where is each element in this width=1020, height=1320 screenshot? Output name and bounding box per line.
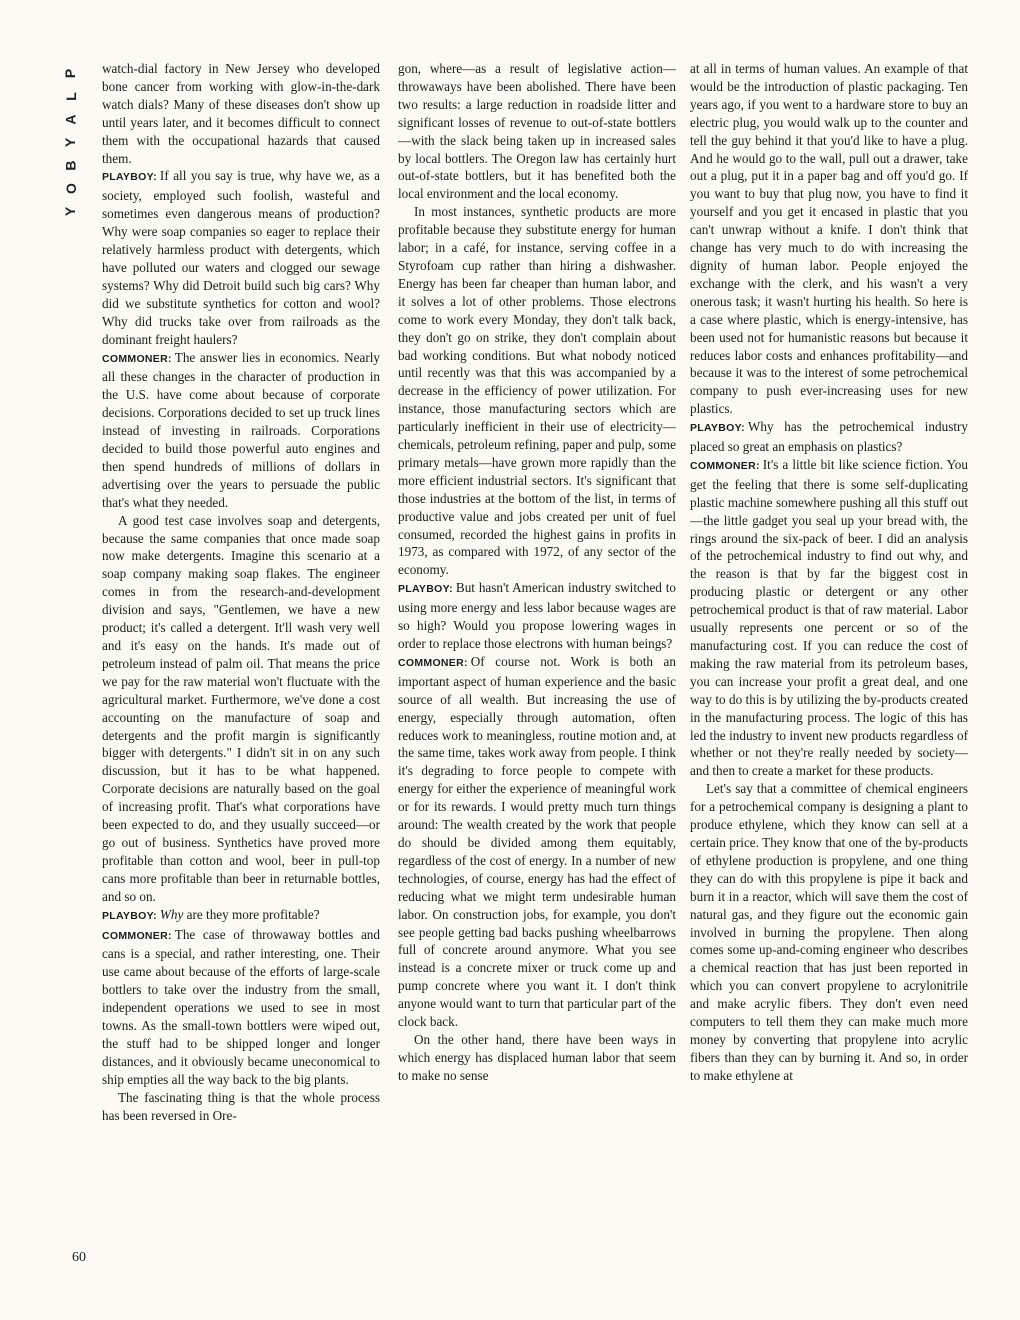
paragraph-text: But hasn't American industry switched to using more energy and less labor because wages are so high? Would you propose lowering wages in order to replace those electrons with human beings? <box>398 580 676 651</box>
paragraph <box>102 349 380 512</box>
emphasis-text: Why <box>159 906 184 922</box>
paragraph <box>690 780 968 1084</box>
speaker-label: COMMONER: <box>102 929 172 942</box>
paragraph <box>102 167 380 348</box>
paragraph <box>102 926 380 1089</box>
paragraph <box>398 60 676 203</box>
speaker-label: PLAYBOY: <box>102 171 157 184</box>
text-column-1 <box>102 60 380 1275</box>
speaker-label: PLAYBOY: <box>102 909 157 922</box>
paragraph-text: It's a little bit like science fiction. You get the feeling that there is some self-duplicating plastic machine somewhere pushing all this stuff out—the little gadget you seal up your bread with, the rings around the six-pack of beer. I did an analysis of the petrochemical industry to find out why, and the reason is that by far the biggest cost in producing plastic or detergent or any other petrochemical product is that of raw material. Labor usually represents one percent or so of the manufacturing cost. If you can reduce the cost of making the raw material from its petroleum bases, you can increase your profit a great deal, and one way to do this is by utilizing the by-products created in the manufacturing process. The logic of this has led the industry to invent new products regardless of whether or not they're really needed by society—and then to create a market for these products. <box>690 456 968 779</box>
paragraph-text: Of course not. Work is both an important aspect of human experience and the basic source of all wealth. But increasing the use of energy, especially through automation, often reduces work to meaningless, routine motion and, at the same time, takes work away from people. I think it's degrading to force people to compete with energy for either the experience of meaningful work or for its rewards. I would pretty much turn things around: The wealth created by the work that people do should be divided among them equitably, regardless of the cost of energy. In a number of new technologies, of course, energy has had the effect of reducing what we might term undesirable human labor. On construction jobs, for example, you don't see people getting bad backs pushing wheelbarrows full of concrete around anymore. What you see instead is a concrete mixer or truck come up and pump concrete where you want it. I don't think anyone would want to turn that particular part of the clock back. <box>398 653 676 1030</box>
masthead-letter: A <box>62 114 79 125</box>
paragraph <box>398 579 676 653</box>
masthead-letter: P <box>62 68 79 79</box>
paragraph-text: are they more profitable? <box>183 906 320 922</box>
paragraph-text: gon, where—as a result of legislative action—throwaways have been abolished. There have been two results: a large reduction in roadside litter and significant losses of revenue to out-of-state bottlers—with the slack being taken up in increased sales by local bottlers. The Oregon law has certainly hurt out-of-state bottlers, but it has benefited both the local environment and the local economy. <box>398 61 676 202</box>
paragraph <box>102 512 380 906</box>
paragraph <box>398 653 676 1031</box>
speaker-label: PLAYBOY: <box>690 422 745 435</box>
paragraph-text: On the other hand, there have been ways in which energy has displaced human labor that seem to make no sense <box>398 1031 676 1083</box>
masthead-letter: Y <box>62 206 79 217</box>
masthead-letter: Y <box>62 137 79 148</box>
speaker-label: COMMONER: <box>102 352 172 365</box>
paragraph <box>102 1089 380 1125</box>
paragraph-text: The fascinating thing is that the whole process has been reversed in Ore- <box>102 1089 380 1123</box>
speaker-label: COMMONER: <box>398 656 468 669</box>
paragraph <box>690 418 968 456</box>
masthead-letter: L <box>62 92 79 101</box>
masthead-vertical <box>60 62 82 222</box>
paragraph-text: Let's say that a committee of chemical engineers for a petrochemical company is designing a plant to produce ethylene, which they know can sell at a certain price. They know that one of the by-products of ethylene production is propylene, and one thing they can do with this propylene is pipe it back and burn it in a reactor, which will save them the cost of natural gas, and they figure out the economic gain involved in burning the propylene. Then along comes some up-and-coming engineer who describes a chemical reaction that has just been reported in which you can convert propylene to acrylonitrile and make acrylic fibers. They don't even need computers to tell them they can make much more money by converting that propylene into acrylic fibers than they can by burning it. And so, in order to make ethylene at <box>690 781 968 1083</box>
paragraph <box>690 456 968 780</box>
paragraph <box>398 1031 676 1085</box>
paragraph-text: The case of throwaway bottles and cans is a special, and rather interesting, one. Their use came about because of the efforts of large-scale bottlers to take over the industry from the small, independent operations we used to see in most towns. As the small-town bottlers were wiped out, the stuff had to be shipped longer and longer distances, and it obviously became uneconomical to ship empties all the way back to the big plants. <box>102 926 380 1087</box>
paragraph-text: A good test case involves soap and detergents, because the same companies that once made soap now make detergents. Imagine this scenario at a soap company making soap flakes. The engineer comes in from the research-and-development division and says, "Gentlemen, we have a new product; it's called a detergent. It'll wash very well and it's easy on the hands. It's made out of petroleum instead of palm oil. That means the price we pay for the raw material won't fluctuate with the agricultural market. Furthermore, we've done a cost accounting on the manufacture of soap and detergents and the profit margin is significantly bigger with detergents." I didn't sit in on any such discussion, but it has to be what happened. Corporate decisions are naturally based on the goal of increasing profit. That's what corporations have been expected to do, and they usually succeed—or go out of business. Synthetics have proved more profitable than cotton and wool, beer in pull-top cans more profitable than beer in returnable bottles, and so on. <box>102 512 380 904</box>
paragraph <box>102 906 380 926</box>
masthead-letter: O <box>62 183 79 194</box>
paragraph-text: watch-dial factory in New Jersey who developed bone cancer from working with glow-in-the-dark watch dials? Many of these diseases don't show up until years later, and it becomes difficult to connect them with the occupational hazards that caused them. <box>102 61 380 166</box>
masthead-letter: B <box>62 160 79 171</box>
paragraph <box>398 203 676 579</box>
text-column-2 <box>398 60 676 1275</box>
speaker-label: COMMONER: <box>690 459 760 472</box>
paragraph <box>102 60 380 167</box>
speaker-label: PLAYBOY: <box>398 583 453 596</box>
paragraph-text: at all in terms of human values. An example of that would be the introduction of plastic packaging. Ten years ago, if you went to a hardware store to buy an electric plug, you would walk up to the counter and tell the guy behind it that you'd like to have a plug. And he would go to the wall, pull out a drawer, take out a plug, put it in a paper bag and off you'd go. If you want to buy that plug now, you have to find it yourself and you get it encased in plastic that you can't unwrap without a knife. I don't think that change has very much to do with increasing the dignity of human labor. People enjoyed the exchange with the clerk, and his wasn't a very onerous task; it wasn't hurting his health. So here is a case where plastic, which is energy-intensive, has been used not for humanistic reasons but because it reduces labor costs and enhances profitability—and because it was to the interest of some petrochemical company to push ever-increasing uses for new plastics. <box>690 61 968 417</box>
page-number: 60 <box>72 1250 86 1265</box>
paragraph <box>690 60 968 418</box>
paragraph-text: In most instances, synthetic products are more profitable because they substitute energy for human labor; in a café, for instance, serving coffee in a Styrofoam cup rather than hiring a dishwasher. Energy has been far cheaper than human labor, and it solves a lot of other problems. Those electrons come to work every Monday, they don't talk back, they don't go on strike, they don't complain about bad working conditions. But what nobody noticed until recently was that this was accompanied by a decrease in the efficiency of power utilization. For instance, those manufacturing sectors which are particularly inefficient in their use of electricity—chemicals, petroleum refining, paper and pulp, some primary metals—have grown more rapidly than the more efficient industrial sectors. It's significant that those industries at the bottom of the list, in terms of productive value and jobs created per unit of fuel consumed, recorded the highest gains in profits in 1973, as compared with 1972, of any sector of the economy. <box>398 204 676 578</box>
paragraph-text: If all you say is true, why have we, as a society, employed such foolish, wasteful and sometimes even dangerous means of production? Why were soap companies so eager to replace their relatively harmless product with detergents, which have polluted our waters and clogged our sewage systems? Why did Detroit build such big cars? Why did we substitute synthetics for cotton and wool? Why did trucks take over from railroads as the dominant freight haulers? <box>102 168 380 347</box>
paragraph-text: Why has the petrochemical industry placed so great an emphasis on plastics? <box>690 419 968 455</box>
paragraph-text: The answer lies in economics. Nearly all these changes in the character of production in the U.S. have come about because of corporate decisions. Corporations decided to set up truck lines instead of investing in railroads. Corporations decided to build those powerful auto engines and then spend hundreds of millions of dollars in advertising over the years to persuade the public that's what they needed. <box>102 349 380 510</box>
text-column-3 <box>690 60 968 1275</box>
